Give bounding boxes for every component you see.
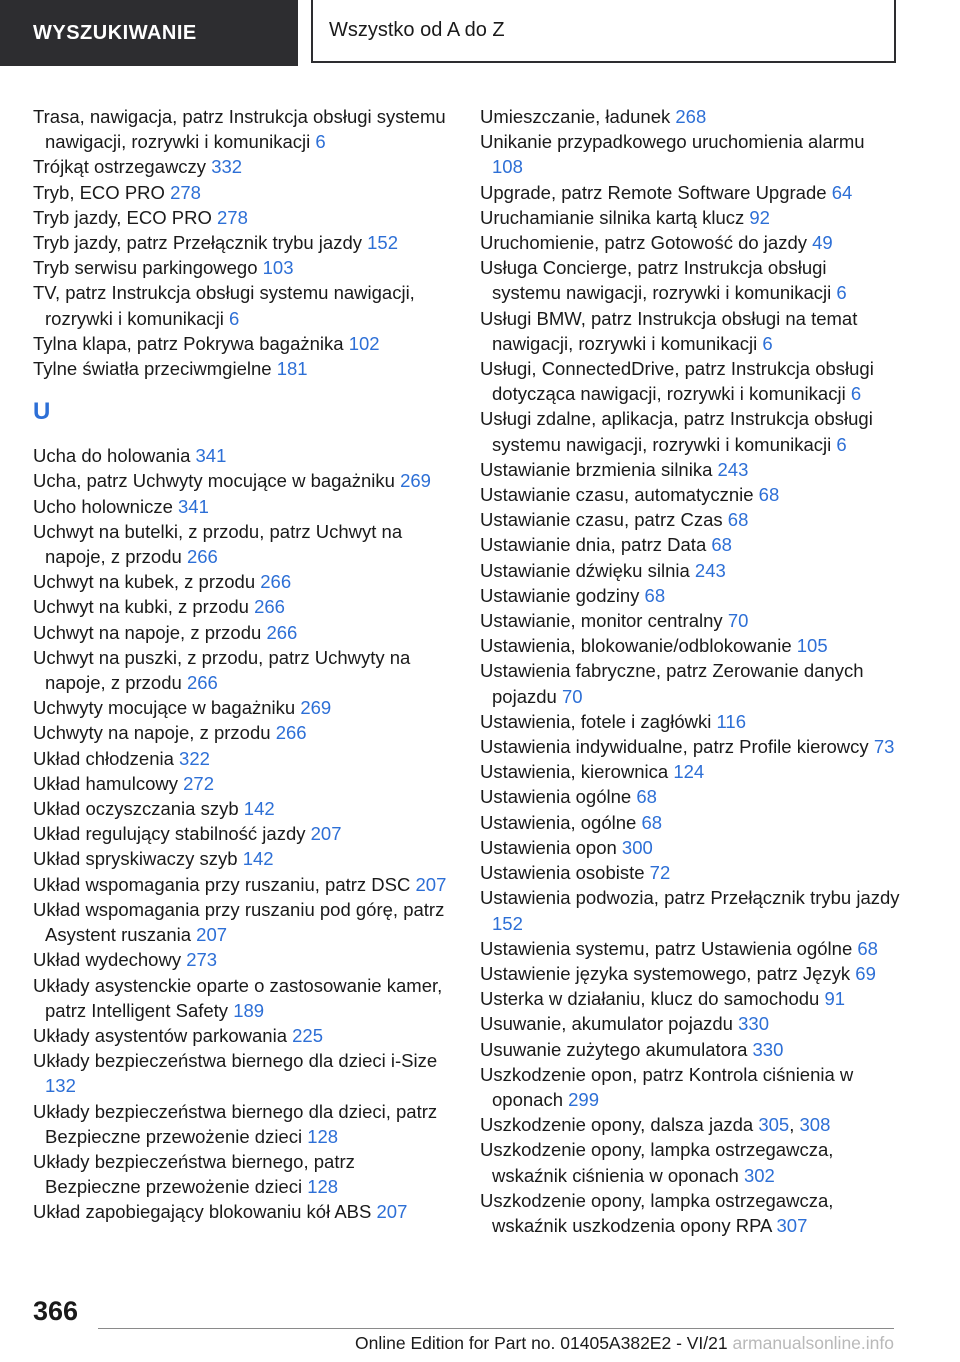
page-link[interactable]: 6 [850,383,862,405]
page-link[interactable]: 266 [186,546,218,568]
index-entry-term: Ustawienia opon [480,836,617,858]
page-link[interactable]: 269 [300,697,332,719]
page-link[interactable]: 181 [276,358,308,380]
index-entry [480,583,900,608]
page-link[interactable]: 322 [179,747,210,769]
page-link[interactable]: 68 [727,509,749,531]
index-entry [480,835,900,860]
index-entry-term: Umieszczanie, ładunek [480,106,671,127]
index-entry-term: Układ chłodzenia [33,747,174,769]
index-entry [33,846,453,871]
index-entry [33,821,453,846]
page-link[interactable]: 207 [376,1201,408,1223]
index-column-left [33,104,453,1225]
index-entry [33,468,453,493]
index-entry-term: Uruchomienie, patrz Gotowość do jazdy [480,232,807,254]
index-entry-term: Uszkodzenie opony, lampka ostrzegawcza, wskaźnik uszkodzenia opony RPA [480,1189,834,1236]
index-entry-term: Ustawienia systemu, patrz Ustawienia ogólne [480,937,853,959]
index-entry-term: Ustawienie języka systemowego, patrz Język [480,962,851,984]
index-entry [480,961,900,986]
index-entry-term: Tylna klapa, patrz Pokrywa bagażnika [33,332,344,354]
index-entry-term: Uchwyty mocujące w bagażniku [33,697,296,719]
index-entry-term: Ustawienia, blokowanie/odblokowanie [480,635,792,657]
page-link[interactable]: 70 [561,685,583,707]
page-link[interactable]: 341 [178,495,209,517]
index-entry-term: Tryb jazdy, patrz Przełącznik trybu jazdy [33,232,362,254]
index-entry [480,1062,900,1112]
index-entry-term: Układ wspomagania przy ruszaniu, patrz DSC [33,873,411,895]
index-entry-term: TV, patrz Instrukcja obsługi systemu nawigacji, rozrywki i komunikacji [33,282,415,329]
index-entry [33,695,453,720]
page-link[interactable]: 300 [621,836,653,858]
page-link[interactable]: 142 [243,798,275,820]
index-entry [33,897,453,947]
index-entry-term: Ustawienia podwozia, patrz Przełącznik trybu jazdy [480,887,900,909]
page-link[interactable]: 268 [675,106,707,127]
page-link[interactable]: 68 [758,484,780,506]
index-entry [480,1188,900,1238]
index-entry-term: Układ zapobiegający blokowaniu kół ABS [33,1201,372,1223]
page-link[interactable]: 128 [307,1176,339,1198]
index-entry [480,457,900,482]
index-entry [480,482,900,507]
page-header [0,0,960,66]
index-entry [480,734,900,759]
index-entry-term: Uszkodzenie opon, patrz Kontrola ciśnienia w oponach [480,1063,854,1110]
page-link[interactable]: 189 [233,999,265,1021]
index-entry [480,230,900,255]
page-link[interactable]: 116 [716,710,746,732]
index-entry-term: Układy bezpieczeństwa biernego, patrz Bezpieczne przewożenie dzieci [33,1150,355,1198]
index-entry-term: Uchwyt na napoje, z przodu [33,621,262,643]
section-tab-label: WYSZUKIWANIE [33,21,197,44]
page-link[interactable]: 272 [183,772,214,794]
index-entry [33,154,453,179]
index-entry [480,658,900,708]
index-entry-term: Usługi, ConnectedDrive, patrz Instrukcja obsługi dotycząca nawigacji, rozrywki i komunikacji [480,358,874,405]
index-entry [33,255,453,280]
page-link[interactable]: 207 [196,924,228,946]
page-link[interactable]: 70 [727,610,749,632]
page-link[interactable]: 105 [796,635,828,657]
index-entry [33,771,453,796]
page-link[interactable]: 68 [641,811,663,833]
index-entry-term: Ustawienia, fotele i zagłówki [480,710,712,732]
index-entry [33,1199,453,1224]
index-group-u [33,443,453,1224]
page-link[interactable]: 152 [492,912,523,934]
index-group-t [33,104,453,381]
page-link[interactable]: 68 [711,534,732,556]
index-entry [33,1048,453,1098]
index-entry-term: Układy bezpieczeństwa biernego dla dzieci, patrz Bezpieczne przewożenie dzieci [33,1100,438,1147]
page-link[interactable]: 266 [260,571,292,593]
index-entry [480,356,900,406]
index-entry [480,306,900,356]
index-entry-term: Ustawienia indywidualne, patrz Profile kierowcy [480,736,869,758]
page-link[interactable]: 6 [836,433,847,455]
index-entry-term: Ustawianie dnia, patrz Data [480,534,707,556]
page-link[interactable]: 243 [717,458,749,480]
index-entry-term: Układ hamulcowy [33,772,178,794]
index-entry [480,759,900,784]
index-entry-term: Układ oczyszczania szyb [33,798,239,820]
index-entry-term: Usługa Concierge, patrz Instrukcja obsługi systemu nawigacji, rozrywki i komunikacji [480,257,832,304]
page-link[interactable]: 302 [743,1164,775,1186]
index-entry-term: Ustawienia ogólne [480,786,632,808]
index-entry-term: Uchwyty na napoje, z przodu [33,722,271,744]
index-entry [480,810,900,835]
index-entry-term: Upgrade, patrz Remote Software Upgrade [480,181,827,203]
index-entry [480,1037,900,1062]
index-entry [480,129,900,179]
index-entry [33,973,453,1023]
index-entry-term: Ustawienia, kierownica [480,761,669,783]
page-link[interactable]: 69 [855,962,876,984]
index-entry-term: Usuwanie zużytego akumulatora [480,1038,748,1060]
index-section-letter: U [33,398,51,426]
index-entry [480,104,900,129]
index-entry-term: Ustawianie czasu, automatycznie [480,484,754,506]
index-entry [480,986,900,1011]
index-entry [33,620,453,645]
page-link[interactable]: 278 [170,181,201,203]
section-tab-search[interactable] [0,0,298,66]
index-entry-term: Uchwyt na butelki, z przodu, patrz Uchwyt na napoje, z przodu [33,520,403,568]
index-entry [480,885,900,935]
index-entry [480,784,900,809]
index-entry-term: Układy bezpieczeństwa biernego dla dzieci i-Size [33,1050,438,1072]
index-entry-term: Ustawianie, monitor centralny [480,610,723,632]
index-entry [480,608,900,633]
index-entry-term: Ucha, patrz Uchwyty mocujące w bagażniku [33,470,395,492]
index-entry-term: Trójkąt ostrzegawczy [33,156,207,178]
index-entry [33,1023,453,1048]
index-entry-term: Ustawianie dźwięku silnia [480,559,690,581]
page-link[interactable]: 6 [229,307,240,329]
index-entry-term: Unikanie przypadkowego uruchomienia alarmu [480,131,865,153]
watermark-text: armanualsonline.info [732,1333,894,1353]
edition-text: Online Edition for Part no. 01405A382E2 - VI/21 [355,1333,728,1353]
page-link[interactable]: 68 [644,584,666,606]
index-entry-term: Ustawienia fabryczne, patrz Zerowanie danych pojazdu [480,660,864,707]
index-entry-term: Uchwyt na kubek, z przodu [33,571,256,593]
page-link[interactable]: 6 [762,332,773,354]
page-link[interactable]: 92 [749,206,770,228]
page-link[interactable]: 108 [492,156,523,178]
index-entry [480,180,900,205]
index-entry [480,255,900,305]
page-link[interactable]: 6 [836,282,847,304]
page-link[interactable]: 299 [568,1088,599,1110]
index-entry [33,180,453,205]
page-link[interactable]: 307 [776,1214,808,1236]
page-link[interactable]: 266 [266,621,298,643]
subsection-tab-a-to-z[interactable] [311,0,896,63]
page-link[interactable]: 207 [310,823,342,845]
index-entry-term: Układy asystenckie oparte o zastosowanie kamer, patrz Intelligent Safety [33,974,443,1021]
page-link[interactable]: 243 [694,559,726,581]
index-entry [33,1149,453,1199]
index-column-right [480,104,900,1238]
page-link[interactable]: 102 [348,332,380,354]
index-entry-term: Ustawianie godziny [480,584,640,606]
index-entry [480,709,900,734]
index-entry [33,519,453,569]
page-link[interactable]: 103 [262,257,294,279]
page-link[interactable]: 305 [758,1114,790,1136]
index-entry-term: Uruchamianie silnika kartą klucz [480,206,745,228]
index-group-u-continued [480,104,900,1238]
index-entry-term: Trasa, nawigacja, patrz Instrukcja obsługi systemu nawigacji, rozrywki i komunikacji [33,106,446,153]
index-entry-term: Ustawianie czasu, patrz Czas [480,509,723,531]
page-link[interactable]: 72 [649,862,671,884]
index-entry: Uszkodzenie opony, dalsza jazda 305, 308 [480,1114,831,1136]
index-entry [480,558,900,583]
index-entry-term: Ustawienia, ogólne [480,811,637,833]
index-entry-term: Usuwanie, akumulator pojazdu [480,1013,733,1035]
page-link[interactable]: 132 [45,1075,76,1097]
index-entry [33,230,453,255]
page-number: 366 [33,1296,79,1326]
index-entry [480,1011,900,1036]
index-entry-term: Tryb jazdy, ECO PRO [33,206,212,228]
index-entry [33,645,453,695]
index-entry-term: Ucha do holowania [33,445,191,467]
page-link[interactable]: 273 [186,949,218,971]
index-entry-term: Tryb serwisu parkingowego [33,257,258,279]
footer-edition-text [355,1333,894,1354]
page-link[interactable]: 266 [186,672,218,694]
page-link[interactable]: 128 [307,1125,339,1147]
index-entry [480,507,900,532]
index-entry [33,720,453,745]
page-link[interactable]: 330 [752,1038,784,1060]
index-entry-term: Tylne światła przeciwmgielne [33,358,272,380]
index-entry [33,569,453,594]
page-link[interactable]: 278 [217,206,248,228]
page-link[interactable]: 266 [275,722,307,744]
page-link[interactable]: 68 [636,786,657,808]
index-entry-term: Usterka w działaniu, klucz do samochodu [480,988,820,1010]
index-entry [33,796,453,821]
index-entry-term: Uchwyt na puszki, z przodu, patrz Uchwyty na napoje, z przodu [33,646,411,694]
index-entry-term: Usługi BMW, patrz Instrukcja obsługi na temat nawigacji, rozrywki i komunikacji [480,307,858,354]
index-entry [33,280,453,330]
index-entry [33,872,453,897]
page-link[interactable]: 225 [292,1024,324,1046]
index-entry-term: Ustawianie brzmienia silnika [480,458,713,480]
index-entry [33,104,453,154]
page-link[interactable]: 124 [673,761,705,783]
index-entry-term: Układ wydechowy [33,949,182,971]
page-link[interactable]: 73 [873,736,895,758]
page-link[interactable]: 341 [195,445,227,467]
page-link[interactable]: 142 [242,848,274,870]
index-entry [480,406,900,456]
page-link[interactable]: 330 [738,1013,769,1035]
index-entry-term: Układ wspomagania przy ruszaniu pod górę, patrz Asystent ruszania [33,898,445,946]
index-entry [480,532,900,557]
index-entry [33,331,453,356]
index-entry [480,205,900,230]
index-entry [33,494,453,519]
index-entry-term: Ucho holownicze [33,495,173,517]
index-entry [480,633,900,658]
footer-divider [98,1328,894,1329]
page-link[interactable]: 91 [824,988,846,1010]
page-link[interactable]: 152 [367,232,399,254]
index-entry [33,947,453,972]
index-entry-term: Uszkodzenie opony, lampka ostrzegawcza, wskaźnik ciśnienia w oponach [480,1139,834,1186]
index-entry-term: Układ spryskiwaczy szyb [33,848,238,870]
index-entry-term: Ustawienia osobiste [480,862,645,884]
index-entry [33,205,453,230]
index-entry [33,594,453,619]
index-entry-term: Tryb, ECO PRO [33,181,165,203]
index-entry [480,936,900,961]
index-entry-term: Uszkodzenie opony, dalsza jazda [480,1114,754,1136]
page-link[interactable]: 266 [254,596,285,618]
index-entry-term: Uchwyt na kubki, z przodu [33,596,249,618]
page-link[interactable]: 207 [415,873,447,895]
index-entry [480,860,900,885]
page-link[interactable]: 49 [812,232,833,254]
index-entry [33,443,453,468]
index-entry-term: Układy asystentów parkowania [33,1024,287,1046]
page-link[interactable]: 308 [799,1114,831,1136]
subsection-tab-label: Wszystko od A do Z [329,19,505,41]
page-link[interactable]: 68 [857,937,878,959]
page-link[interactable]: 64 [831,181,853,203]
index-entry [33,746,453,771]
index-entry-term: Układ regulujący stabilność jazdy [33,823,306,845]
page-link[interactable]: 269 [400,470,431,492]
index-entry [480,1137,900,1187]
index-entry [33,1099,453,1149]
page-link[interactable]: 6 [315,131,326,153]
page-link[interactable]: 332 [211,156,243,178]
index-entry [33,356,453,381]
index-entry-term: Usługi zdalne, aplikacja, patrz Instrukcja obsługi systemu nawigacji, rozrywki i komunikacji [480,408,873,455]
